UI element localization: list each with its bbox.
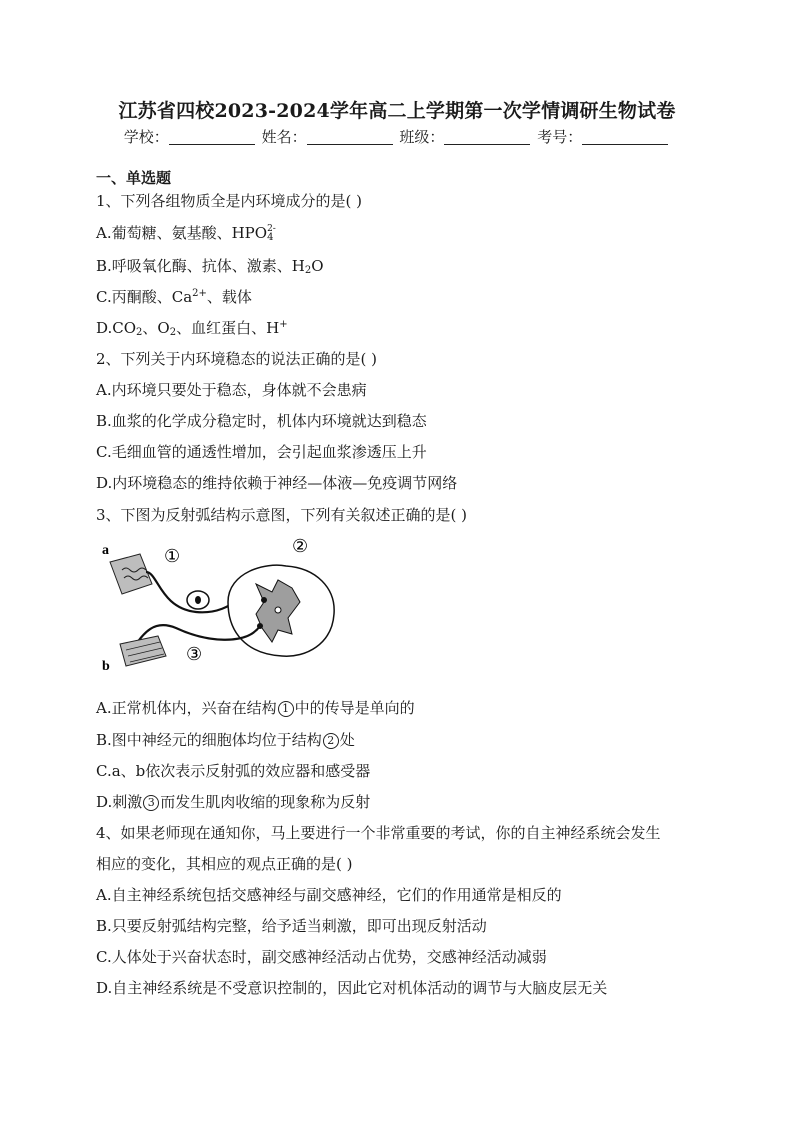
question-3-option-d: D.刺激 3 而发生肌肉收缩的现象称为反射 xyxy=(96,793,371,811)
question-2-option-b: B.血浆的化学成分稳定时，机体内环境就达到稳态 xyxy=(96,412,427,430)
exam-number-label: 考号： xyxy=(537,128,583,146)
name-blank[interactable] xyxy=(307,130,393,145)
exam-title: 江苏省四校2023-2024学年高二上学期第一次学情调研生物试卷 xyxy=(118,100,676,122)
question-3-option-c: C.a、b依次表示反射弧的效应器和感受器 xyxy=(96,762,371,780)
question-4-stem-line-1: 4、如果老师现在通知你，马上要进行一个非常重要的考试，你的自主神经系统会发生 xyxy=(96,824,661,842)
reflex-arc-diagram xyxy=(96,532,356,680)
label-3: ③ xyxy=(186,644,203,665)
section-heading: 一、单选题 xyxy=(96,169,172,187)
question-2-stem: 2、下列关于内环境稳态的说法正确的是( ) xyxy=(96,350,378,368)
question-2-option-c: C.毛细血管的通透性增加，会引起血浆渗透压上升 xyxy=(96,443,427,461)
question-4-option-c: C.人体处于兴奋状态时，副交感神经活动占优势，交感神经活动减弱 xyxy=(96,948,547,966)
question-3-option-a: A.正常机体内，兴奋在结构 1 中的传导是单向的 xyxy=(96,699,415,717)
class-label: 班级： xyxy=(399,128,445,146)
student-info-row xyxy=(0,126,794,147)
question-4-option-a: A.自主神经系统包括交感神经与副交感神经，它们的作用通常是相反的 xyxy=(96,886,562,904)
question-3-option-b: B.图中神经元的细胞体均位于结构 2 处 xyxy=(96,731,355,749)
label-b: b xyxy=(102,659,110,674)
question-4-stem-line-2: 相应的变化，其相应的观点正确的是( ) xyxy=(96,855,353,873)
question-1-option-a: A.葡萄糖、氨基酸、HPO $_{2- 4}$ xyxy=(96,224,276,243)
school-label: 学校： xyxy=(123,128,169,146)
question-1-option-b: B.呼吸氧化酶、抗体、激素、$H_2O$ xyxy=(96,257,324,276)
spinal-cord-icon xyxy=(228,565,334,656)
exam-number-blank[interactable] xyxy=(582,130,668,145)
label-1: ① xyxy=(164,546,181,567)
question-1-option-c: C.丙酮酸、$Ca^{2+}$、载体 xyxy=(96,288,252,306)
class-blank[interactable] xyxy=(444,130,530,145)
question-1-option-d: $D.CO_2$、$O_2$、血红蛋白、H+ xyxy=(96,319,288,338)
question-2-option-d: D.内环境稳态的维持依赖于神经—体液—免疫调节网络 xyxy=(96,474,458,492)
receptor-a-icon xyxy=(110,554,152,594)
name-label: 姓名： xyxy=(261,128,307,146)
question-4-option-b: B.只要反射弧结构完整，给予适当刺激，即可出现反射活动 xyxy=(96,917,487,935)
question-1-stem: 1、下列各组物质全是内环境成分的是( ) xyxy=(96,192,363,210)
question-4-option-d: D.自主神经系统是不受意识控制的，因此它对机体活动的调节与大脑皮层无关 xyxy=(96,979,608,997)
label-2: ② xyxy=(292,536,309,557)
effector-b-icon xyxy=(120,636,166,666)
school-blank[interactable] xyxy=(169,130,255,145)
label-a: a xyxy=(102,543,109,558)
question-3-stem: 3、下图为反射弧结构示意图，下列有关叙述正确的是( ) xyxy=(96,506,468,524)
question-2-option-a: A.内环境只要处于稳态，身体就不会患病 xyxy=(96,381,367,399)
